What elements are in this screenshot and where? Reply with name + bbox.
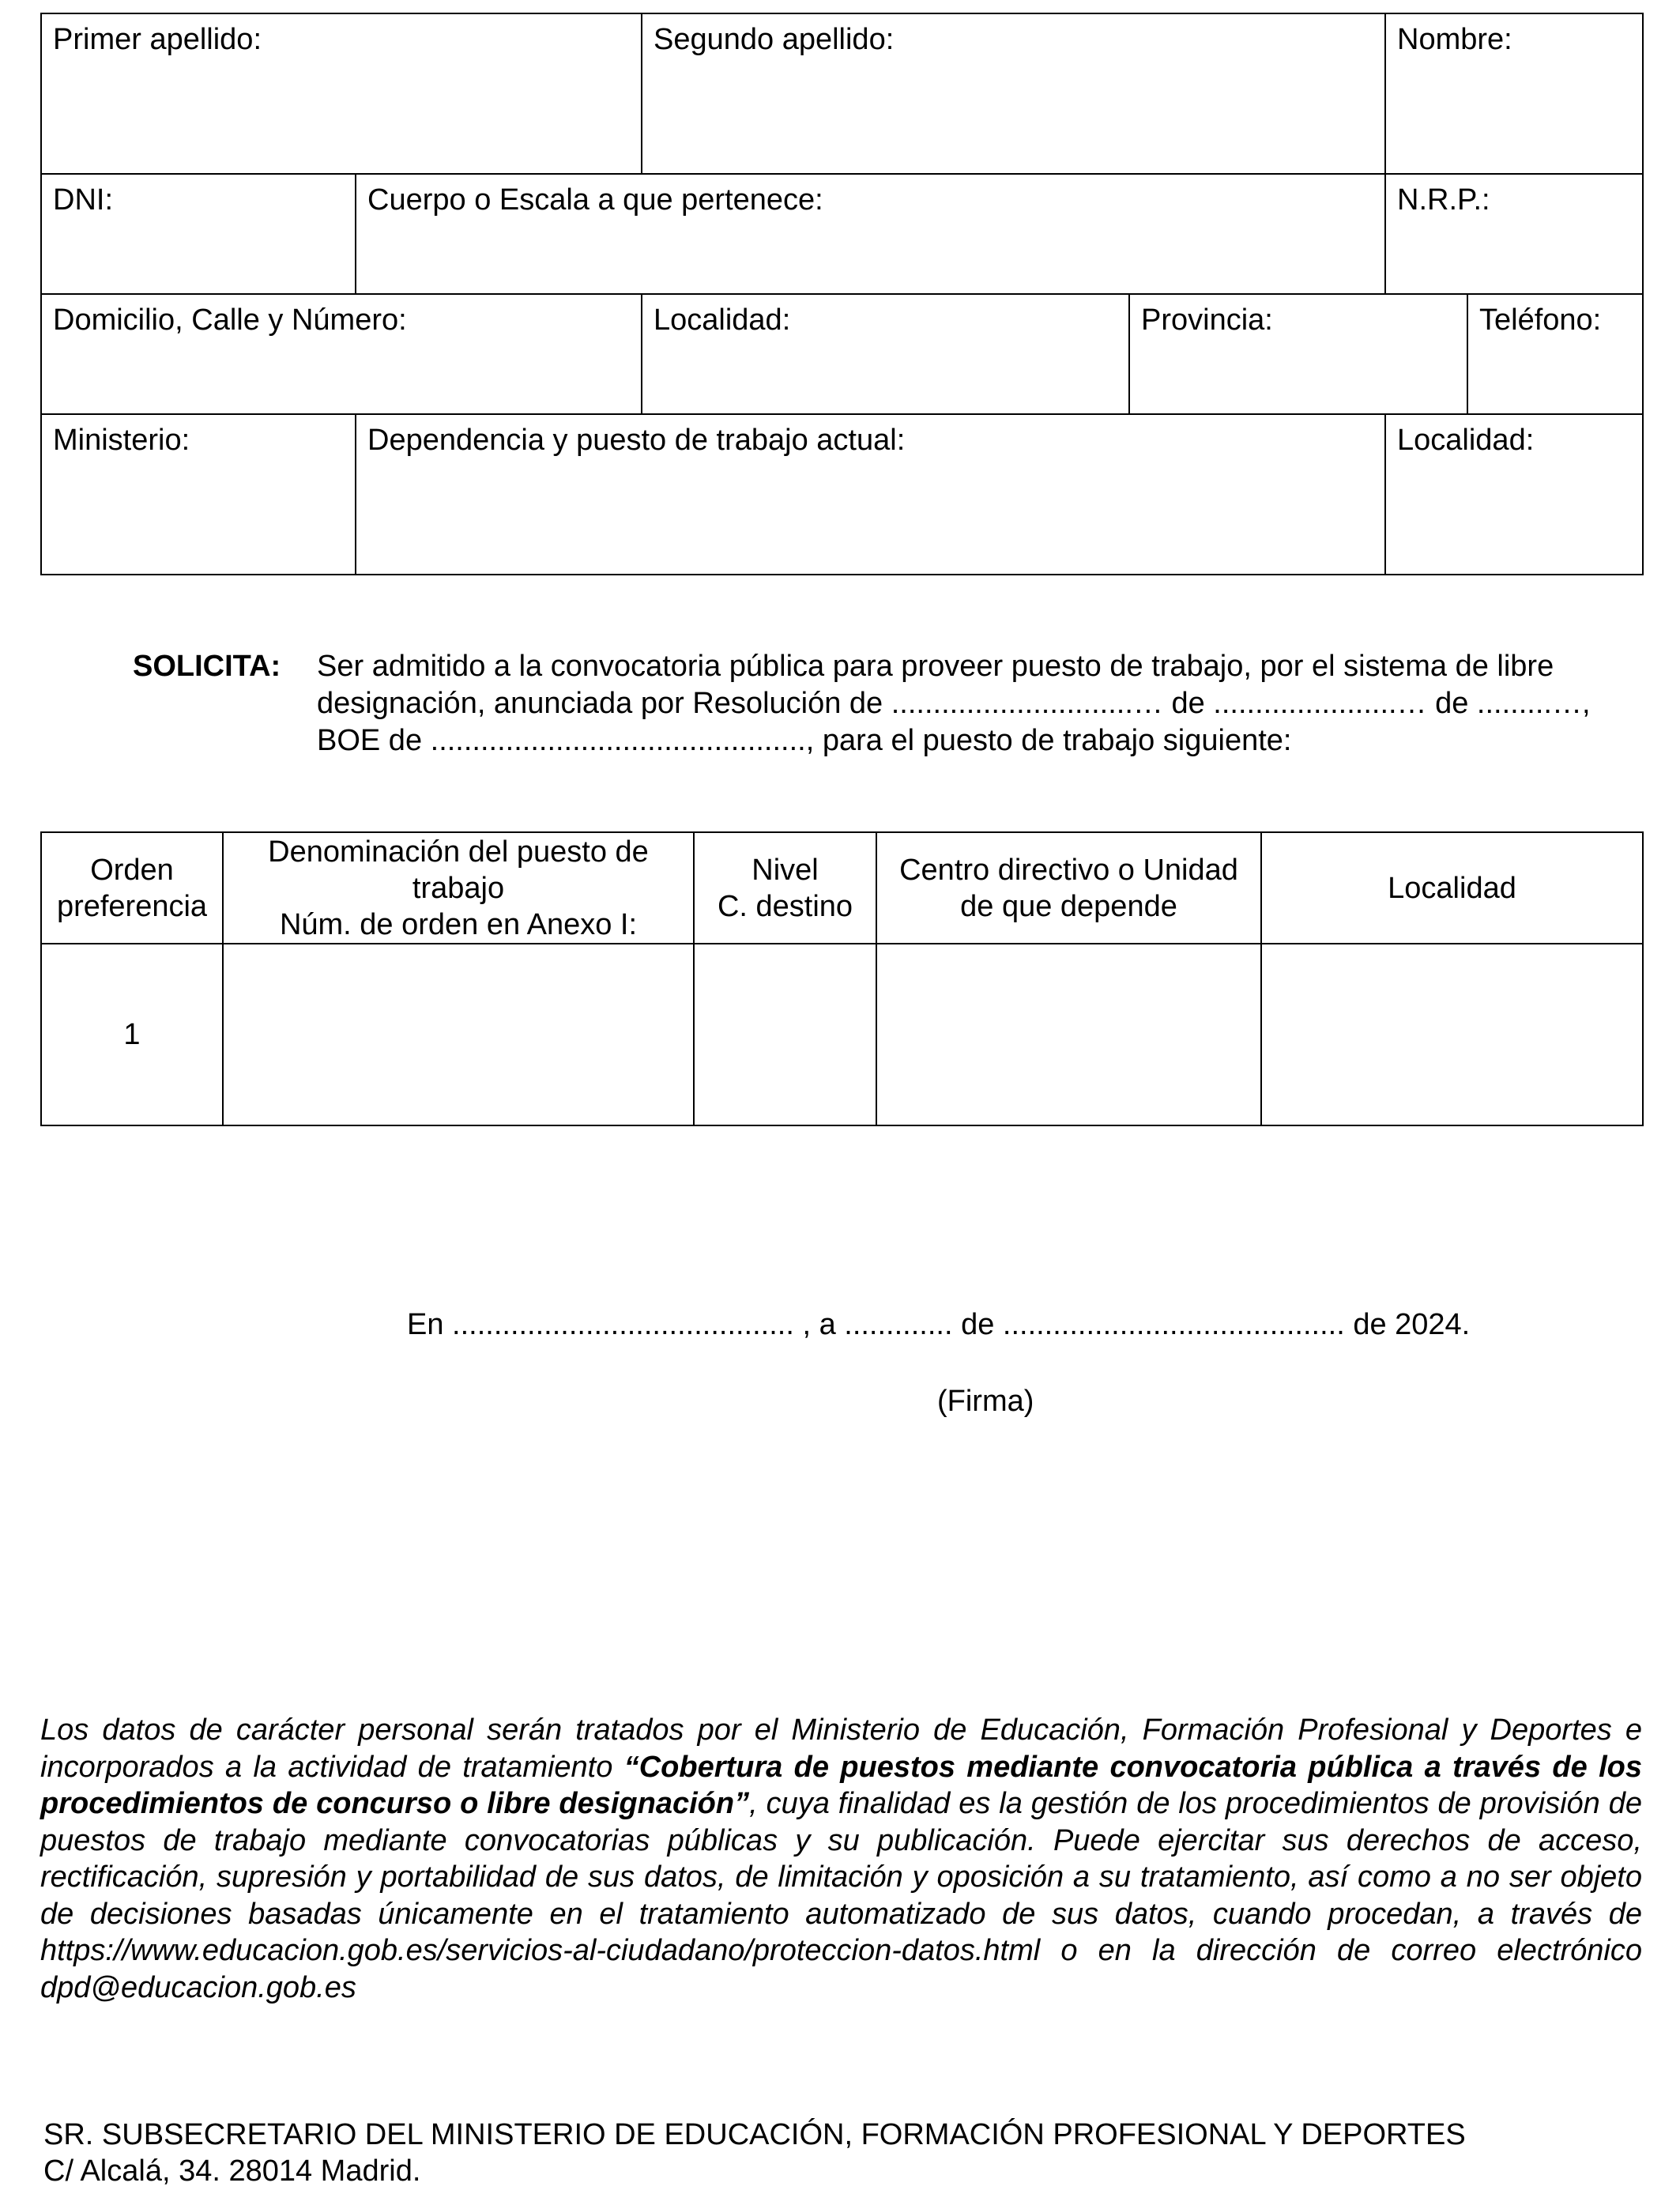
provincia-field[interactable] <box>1129 294 1467 414</box>
dni-field[interactable] <box>41 174 356 294</box>
domicilio-label: Domicilio, Calle y Número: <box>53 303 407 337</box>
nrp-label: N.R.P.: <box>1397 183 1490 217</box>
ministerio-field[interactable] <box>41 414 356 575</box>
header-centro-line-2: de que depende <box>960 889 1177 923</box>
privacy-activity-name: “Cobertura de puestos mediante convocatoria pública a través de los procedimientos de concurso o libre designación” <box>40 1750 1642 1820</box>
header-nivel-line-2: C. destino <box>717 889 853 923</box>
primer-apellido-label: Primer apellido: <box>53 23 262 56</box>
telefono-field[interactable] <box>1467 294 1643 414</box>
denominacion-cell[interactable] <box>223 944 694 1125</box>
solicita-line-1: Ser admitido a la convocatoria pública para proveer puesto de trabajo, por el sistema de libre <box>317 650 1554 683</box>
addressee-footer <box>43 2117 1466 2189</box>
addressee-line-1: SR. SUBSECRETARIO DEL MINISTERIO DE EDUCACIÓN, FORMACIÓN PROFESIONAL Y DEPORTES <box>43 2118 1466 2151</box>
domicilio-field[interactable] <box>41 294 642 414</box>
preferences-header-row <box>41 832 1643 944</box>
solicita-label: SOLICITA: <box>133 650 281 683</box>
localidad-cell[interactable] <box>1261 944 1643 1125</box>
localidad-label: Localidad: <box>654 303 791 337</box>
dependencia-field[interactable] <box>356 414 1385 575</box>
privacy-text-1: Los datos de carácter personal serán tratados por el Ministerio de Educación, Formación Profesional y Deportes e incorporados a la actividad de tratamiento <box>40 1713 1642 1784</box>
header-localidad <box>1261 832 1643 944</box>
firma-label: (Firma) <box>937 1385 1034 1418</box>
cuerpo-escala-label: Cuerpo o Escala a que pertenece: <box>367 183 823 217</box>
header-denominacion-line-1: Denominación del puesto de <box>268 835 649 869</box>
date-line[interactable]: En ......................................... , a ............. de ......................................... de 2024. <box>407 1308 1471 1341</box>
nivel-cell[interactable] <box>694 944 876 1125</box>
nombre-field[interactable] <box>1385 13 1643 174</box>
dni-label: DNI: <box>53 183 113 217</box>
telefono-label: Teléfono: <box>1479 303 1602 337</box>
header-denominacion <box>223 832 694 944</box>
header-denominacion-line-3: Núm. de orden en Anexo I: <box>279 907 638 941</box>
header-nivel-line-1: Nivel <box>751 853 819 887</box>
cuerpo-escala-field[interactable] <box>356 174 1385 294</box>
localidad-field[interactable] <box>642 294 1129 414</box>
localidad-actual-label: Localidad: <box>1397 424 1535 457</box>
segundo-apellido-label: Segundo apellido: <box>654 23 895 56</box>
dependencia-label: Dependencia y puesto de trabajo actual: <box>367 424 906 457</box>
table-row <box>41 944 1643 1125</box>
header-orden-line-2: preferencia <box>56 889 208 923</box>
nombre-label: Nombre: <box>1397 23 1512 56</box>
localidad-actual-field[interactable] <box>1385 414 1643 575</box>
segundo-apellido-field[interactable] <box>642 13 1385 174</box>
addressee-line-2: C/ Alcalá, 34. 28014 Madrid. <box>43 2154 421 2188</box>
header-orden <box>41 832 223 944</box>
ministerio-label: Ministerio: <box>53 424 190 457</box>
solicita-text <box>317 648 1642 760</box>
privacy-text-2: , cuya finalidad es la gestión de los procedimientos de provisión de puestos de trabajo mediante convocatorias públicas y su publicación. Puede ejercitar sus derechos de acceso, rectificación, supresión y portabilidad de sus datos, de limitación y oposición a su tratamiento, así como a no ser objeto de decisiones basadas únicamente en el tratamiento automatizado de sus datos, cuando procedan, a través de https://www.educacion.gob.es/servicios-al-ciudadano/proteccion-datos.html o en la dirección de correo electrónico dpd@educacion.gob.es <box>40 1787 1642 2004</box>
personal-data-table <box>40 13 1644 575</box>
orden-cell[interactable]: 1 <box>41 944 223 1125</box>
header-centro <box>876 832 1261 944</box>
privacy-notice <box>40 1712 1642 2006</box>
nrp-field[interactable] <box>1385 174 1643 294</box>
header-centro-line-1: Centro directivo o Unidad <box>899 853 1238 887</box>
provincia-label: Provincia: <box>1141 303 1273 337</box>
centro-cell[interactable] <box>876 944 1261 1125</box>
primer-apellido-field[interactable] <box>41 13 642 174</box>
header-orden-line-1: Orden <box>90 853 174 887</box>
header-nivel <box>694 832 876 944</box>
solicita-line-2: designación, anunciada por Resolución de .............................… de ......................… de .........…, <box>317 687 1591 720</box>
header-localidad-label: Localidad <box>1388 871 1516 905</box>
header-denominacion-line-2: trabajo <box>412 871 505 905</box>
preferences-table <box>40 831 1644 1126</box>
solicita-line-3: BOE de ............................................., para el puesto de trabajo siguiente: <box>317 724 1292 757</box>
